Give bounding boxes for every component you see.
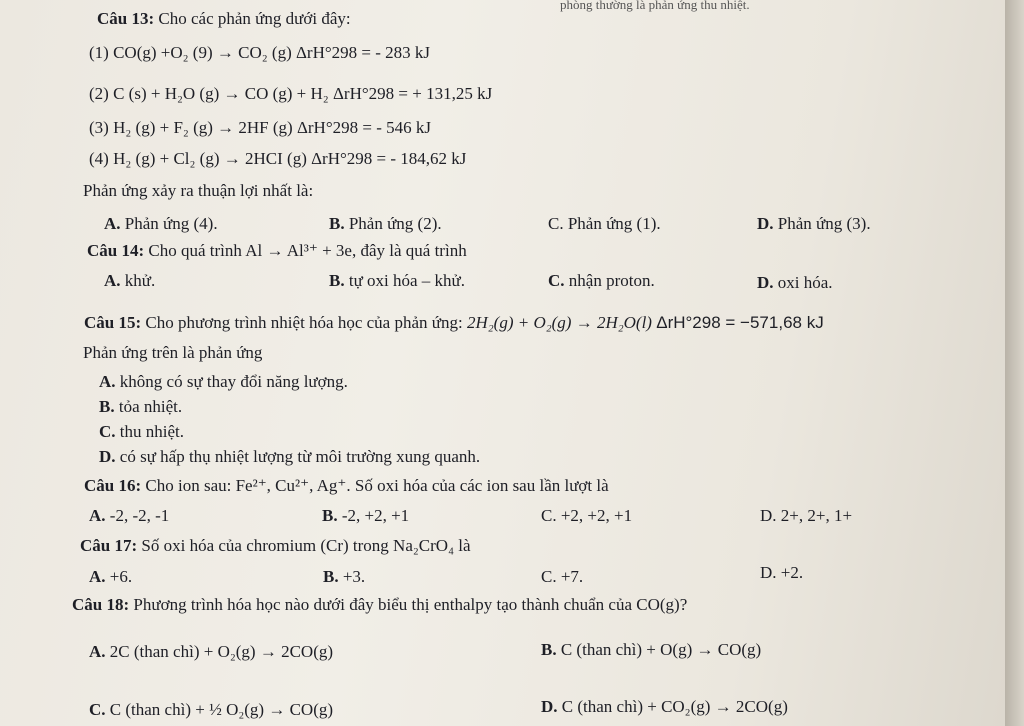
option-key: A. xyxy=(99,372,116,391)
option-key: C. xyxy=(548,214,564,233)
option-key: C. xyxy=(99,422,116,441)
option-text: +2. xyxy=(780,563,804,582)
option-text: -2, +2, +1 xyxy=(341,506,410,525)
question-15 xyxy=(84,312,824,334)
option-b xyxy=(541,639,761,661)
option-d xyxy=(757,272,833,294)
option-b xyxy=(329,270,465,292)
option-key: C. xyxy=(548,271,565,290)
option-text: C (than chì) + O(g) → CO(g) xyxy=(560,640,762,659)
option-b xyxy=(323,566,365,588)
option-b xyxy=(322,505,409,527)
reaction-2 xyxy=(89,83,492,105)
question-label: Câu 14: xyxy=(87,241,145,260)
option-key: D. xyxy=(760,506,777,525)
option-key: C. xyxy=(541,506,557,525)
option-text: 2C (than chì) + O₂(g) → 2CO(g) xyxy=(109,642,334,661)
question-17 xyxy=(80,535,471,557)
question-text: Cho quá trình Al → Al³⁺ + 3e, đây là quá trình xyxy=(148,241,467,260)
option-text: tự oxi hóa – khử. xyxy=(348,271,466,290)
option-key: D. xyxy=(760,563,777,582)
page-edge xyxy=(1005,0,1024,726)
reaction-equation: H₂ (g) + Cl₂ (g) → 2HCI (g) xyxy=(113,149,307,168)
option-a xyxy=(99,371,348,393)
option-text: -2, -2, -1 xyxy=(109,506,170,525)
thermo-equation: 2H₂(g) + O₂(g) → 2H₂O(l) xyxy=(466,313,652,332)
option-d xyxy=(99,446,480,468)
question-16 xyxy=(84,475,609,497)
option-key: A. xyxy=(104,214,121,233)
header-fragment: phòng thường là phản ứng thu nhiệt. xyxy=(560,0,750,12)
reaction-equation: CO(g) +O₂ (9) → CO₂ (g) xyxy=(113,43,292,62)
option-text: Phản ứng (3). xyxy=(777,214,871,233)
reaction-number: (2) xyxy=(89,84,109,103)
option-text: Phản ứng (4). xyxy=(124,214,218,233)
option-c xyxy=(541,505,632,527)
option-key: C. xyxy=(541,567,557,586)
option-text: C (than chì) + CO₂(g) → 2CO(g) xyxy=(561,697,788,716)
option-d xyxy=(757,213,871,235)
reaction-enthalpy: ΔrH°298 = - 546 kJ xyxy=(296,118,431,137)
option-c xyxy=(548,270,655,292)
option-text: khử. xyxy=(124,271,156,290)
option-text: có sự hấp thụ nhiệt lượng từ môi trường xung quanh. xyxy=(119,447,481,466)
option-d xyxy=(760,505,852,527)
reaction-equation: H₂ (g) + F₂ (g) → 2HF (g) xyxy=(113,118,293,137)
option-key: D. xyxy=(757,273,774,292)
enthalpy-value: ΔrH°298 = −571,68 kJ xyxy=(656,313,824,332)
reaction-4 xyxy=(89,148,466,170)
question-label: Câu 15: xyxy=(84,313,142,332)
question-text: Cho ion sau: Fe²⁺, Cu²⁺, Ag⁺. Số oxi hóa của các ion sau lần lượt là xyxy=(145,476,609,495)
question-prompt: Phản ứng xảy ra thuận lợi nhất là: xyxy=(83,181,314,200)
option-a xyxy=(89,641,333,663)
option-text: tỏa nhiệt. xyxy=(118,397,183,416)
question-14 xyxy=(87,240,467,262)
reaction-equation: C (s) + H₂O (g) → CO (g) + H₂ xyxy=(113,84,329,103)
option-key: B. xyxy=(329,214,345,233)
option-key: A. xyxy=(89,506,106,525)
reaction-enthalpy: ΔrH°298 = - 184,62 kJ xyxy=(311,149,467,168)
option-key: A. xyxy=(89,567,106,586)
option-b xyxy=(99,396,182,418)
question-text: Cho phương trình nhiệt hóa học của phản ứng: xyxy=(145,313,463,332)
question-prompt: Phản ứng trên là phản ứng xyxy=(83,343,263,362)
option-text: +6. xyxy=(109,567,133,586)
question-13 xyxy=(97,8,351,30)
reaction-number: (4) xyxy=(89,149,109,168)
option-c xyxy=(541,566,583,588)
reaction-3 xyxy=(89,117,431,139)
option-c xyxy=(99,421,184,443)
option-key: D. xyxy=(541,697,558,716)
option-key: B. xyxy=(541,640,557,659)
option-text: +7. xyxy=(560,567,584,586)
option-a xyxy=(89,505,169,527)
option-key: D. xyxy=(99,447,116,466)
option-key: A. xyxy=(104,271,121,290)
reaction-enthalpy: ΔrH°298 = + 131,25 kJ xyxy=(332,84,493,103)
question-label: Câu 17: xyxy=(80,536,138,555)
option-c xyxy=(548,213,661,235)
reaction-number: (3) xyxy=(89,118,109,137)
reaction-number: (1) xyxy=(89,43,109,62)
question-label: Câu 18: xyxy=(72,595,130,614)
option-a xyxy=(104,213,218,235)
option-text: Phản ứng (1). xyxy=(567,214,661,233)
option-text: nhận proton. xyxy=(568,271,655,290)
question-text: Số oxi hóa của chromium (Cr) trong Na₂CrO₄ là xyxy=(141,536,471,555)
option-key: D. xyxy=(757,214,774,233)
reaction-1 xyxy=(89,42,430,64)
question-text: Phương trình hóa học nào dưới đây biểu thị enthalpy tạo thành chuẩn của CO(g)? xyxy=(133,595,688,614)
question-text: Cho các phản ứng dưới đây: xyxy=(158,9,351,28)
option-a xyxy=(89,566,132,588)
option-key: A. xyxy=(89,642,106,661)
option-a xyxy=(104,270,155,292)
option-d xyxy=(541,696,788,718)
question-label: Câu 13: xyxy=(97,9,155,28)
option-text: C (than chì) + ½ O₂(g) → CO(g) xyxy=(109,700,334,719)
option-key: B. xyxy=(329,271,345,290)
option-d xyxy=(760,562,803,584)
option-text: thu nhiệt. xyxy=(119,422,184,441)
option-text: Phản ứng (2). xyxy=(348,214,442,233)
option-key: B. xyxy=(99,397,115,416)
option-key: C. xyxy=(89,700,106,719)
reaction-enthalpy: ΔrH°298 = - 283 kJ xyxy=(296,43,431,62)
option-key: B. xyxy=(322,506,338,525)
question-label: Câu 16: xyxy=(84,476,142,495)
option-key: B. xyxy=(323,567,339,586)
option-text: không có sự thay đổi năng lượng. xyxy=(119,372,348,391)
option-text: oxi hóa. xyxy=(777,273,833,292)
option-text: 2+, 2+, 1+ xyxy=(780,506,853,525)
question-18 xyxy=(72,594,687,616)
option-text: +2, +2, +1 xyxy=(560,506,633,525)
option-text: +3. xyxy=(342,567,366,586)
option-b xyxy=(329,213,442,235)
option-c xyxy=(89,699,333,721)
